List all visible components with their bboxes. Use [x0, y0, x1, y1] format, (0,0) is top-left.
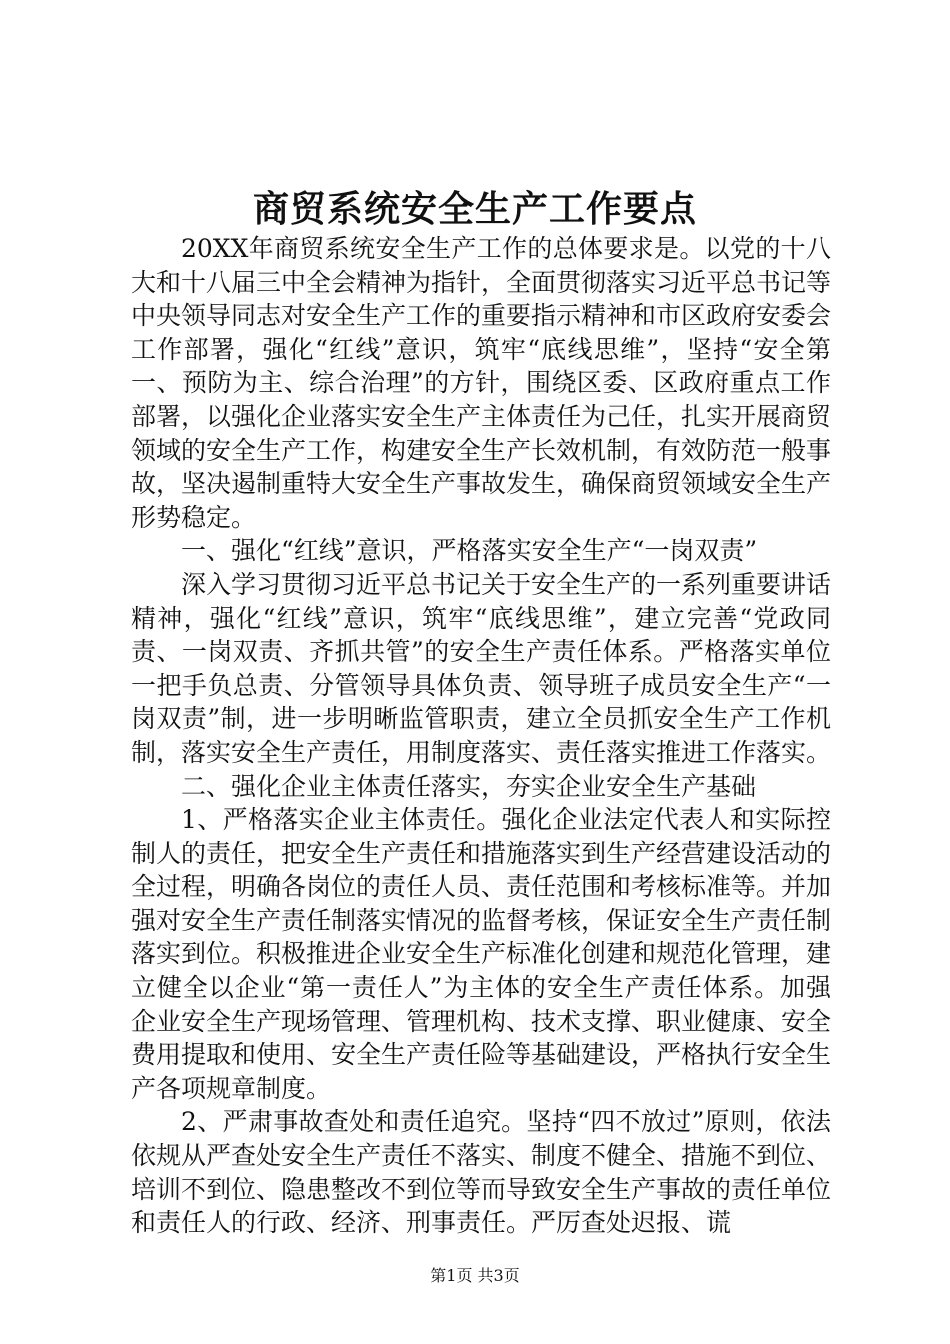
paragraph-section-1: 深入学习贯彻习近平总书记关于安全生产的一系列重要讲话精神，强化“红线”意识，筑牢“底线思维”，建立完善“党政同责、一岗双责、齐抓共管”的安全生产责任体系。严格落实单位一把手负总责、分管领导具体负责、领导班子成员安全生产“一岗双责”制，进一步明晰监管职责，建立全员抓安全生产工作机制，落实安全生产责任，用制度落实、责任落实推进工作落实。 — [131, 569, 832, 767]
paragraph-item-1: 1、严格落实企业主体责任。强化企业法定代表人和实际控制人的责任，把安全生产责任和措施落实到生产经营建设活动的全过程，明确各岗位的责任人员、责任范围和考核标准等。并加强对安全生产责任制落实情况的监督考核，保证安全生产责任制落实到位。积极推进企业安全生产标准化创建和规范化管理，建立健全以企业“第一责任人”为主体的安全生产责任体系。加强企业安全生产现场管理、管理机构、技术支撑、职业健康、安全费用提取和使用、安全生产责任险等基础建设，严格执行安全生产各项规章制度。 — [131, 805, 832, 1103]
section-heading-2: 二、强化企业主体责任落实，夯实企业安全生产基础 — [181, 771, 757, 801]
document-body — [131, 232, 831, 1240]
paragraph-intro: 20XX年商贸系统安全生产工作的总体要求是。以党的十八大和十八届三中全会精神为指针，全面贯彻落实习近平总书记等中央领导同志对安全生产工作的重要指示精神和市区政府安委会工作部署，强化“红线”意识，筑牢“底线思维”，坚持“安全第一、预防为主、综合治理”的方针，围绕区委、区政府重点工作部署，以强化企业落实安全生产主体责任为己任，扎实开展商贸领域的安全生产工作，构建安全生产长效机制，有效防范一般事故，坚决遏制重特大安全生产事故发生，确保商贸领域安全生产形势稳定。 — [131, 234, 832, 532]
section-heading-1: 一、强化“红线”意识，严格落实安全生产“一岗双责” — [181, 536, 758, 566]
page-footer: 第1页 共3页 — [430, 1266, 520, 1285]
paragraph-item-2: 2、严肃事故查处和责任追究。坚持“四不放过”原则，依法依规从严查处安全生产责任不落实、制度不健全、措施不到位、培训不到位、隐患整改不到位等而导致安全生产事故的责任单位和责任人的行政、经济、刑事责任。严厉查处迟报、谎 — [131, 1107, 832, 1238]
document-title: 商贸系统安全生产工作要点 — [252, 188, 697, 230]
